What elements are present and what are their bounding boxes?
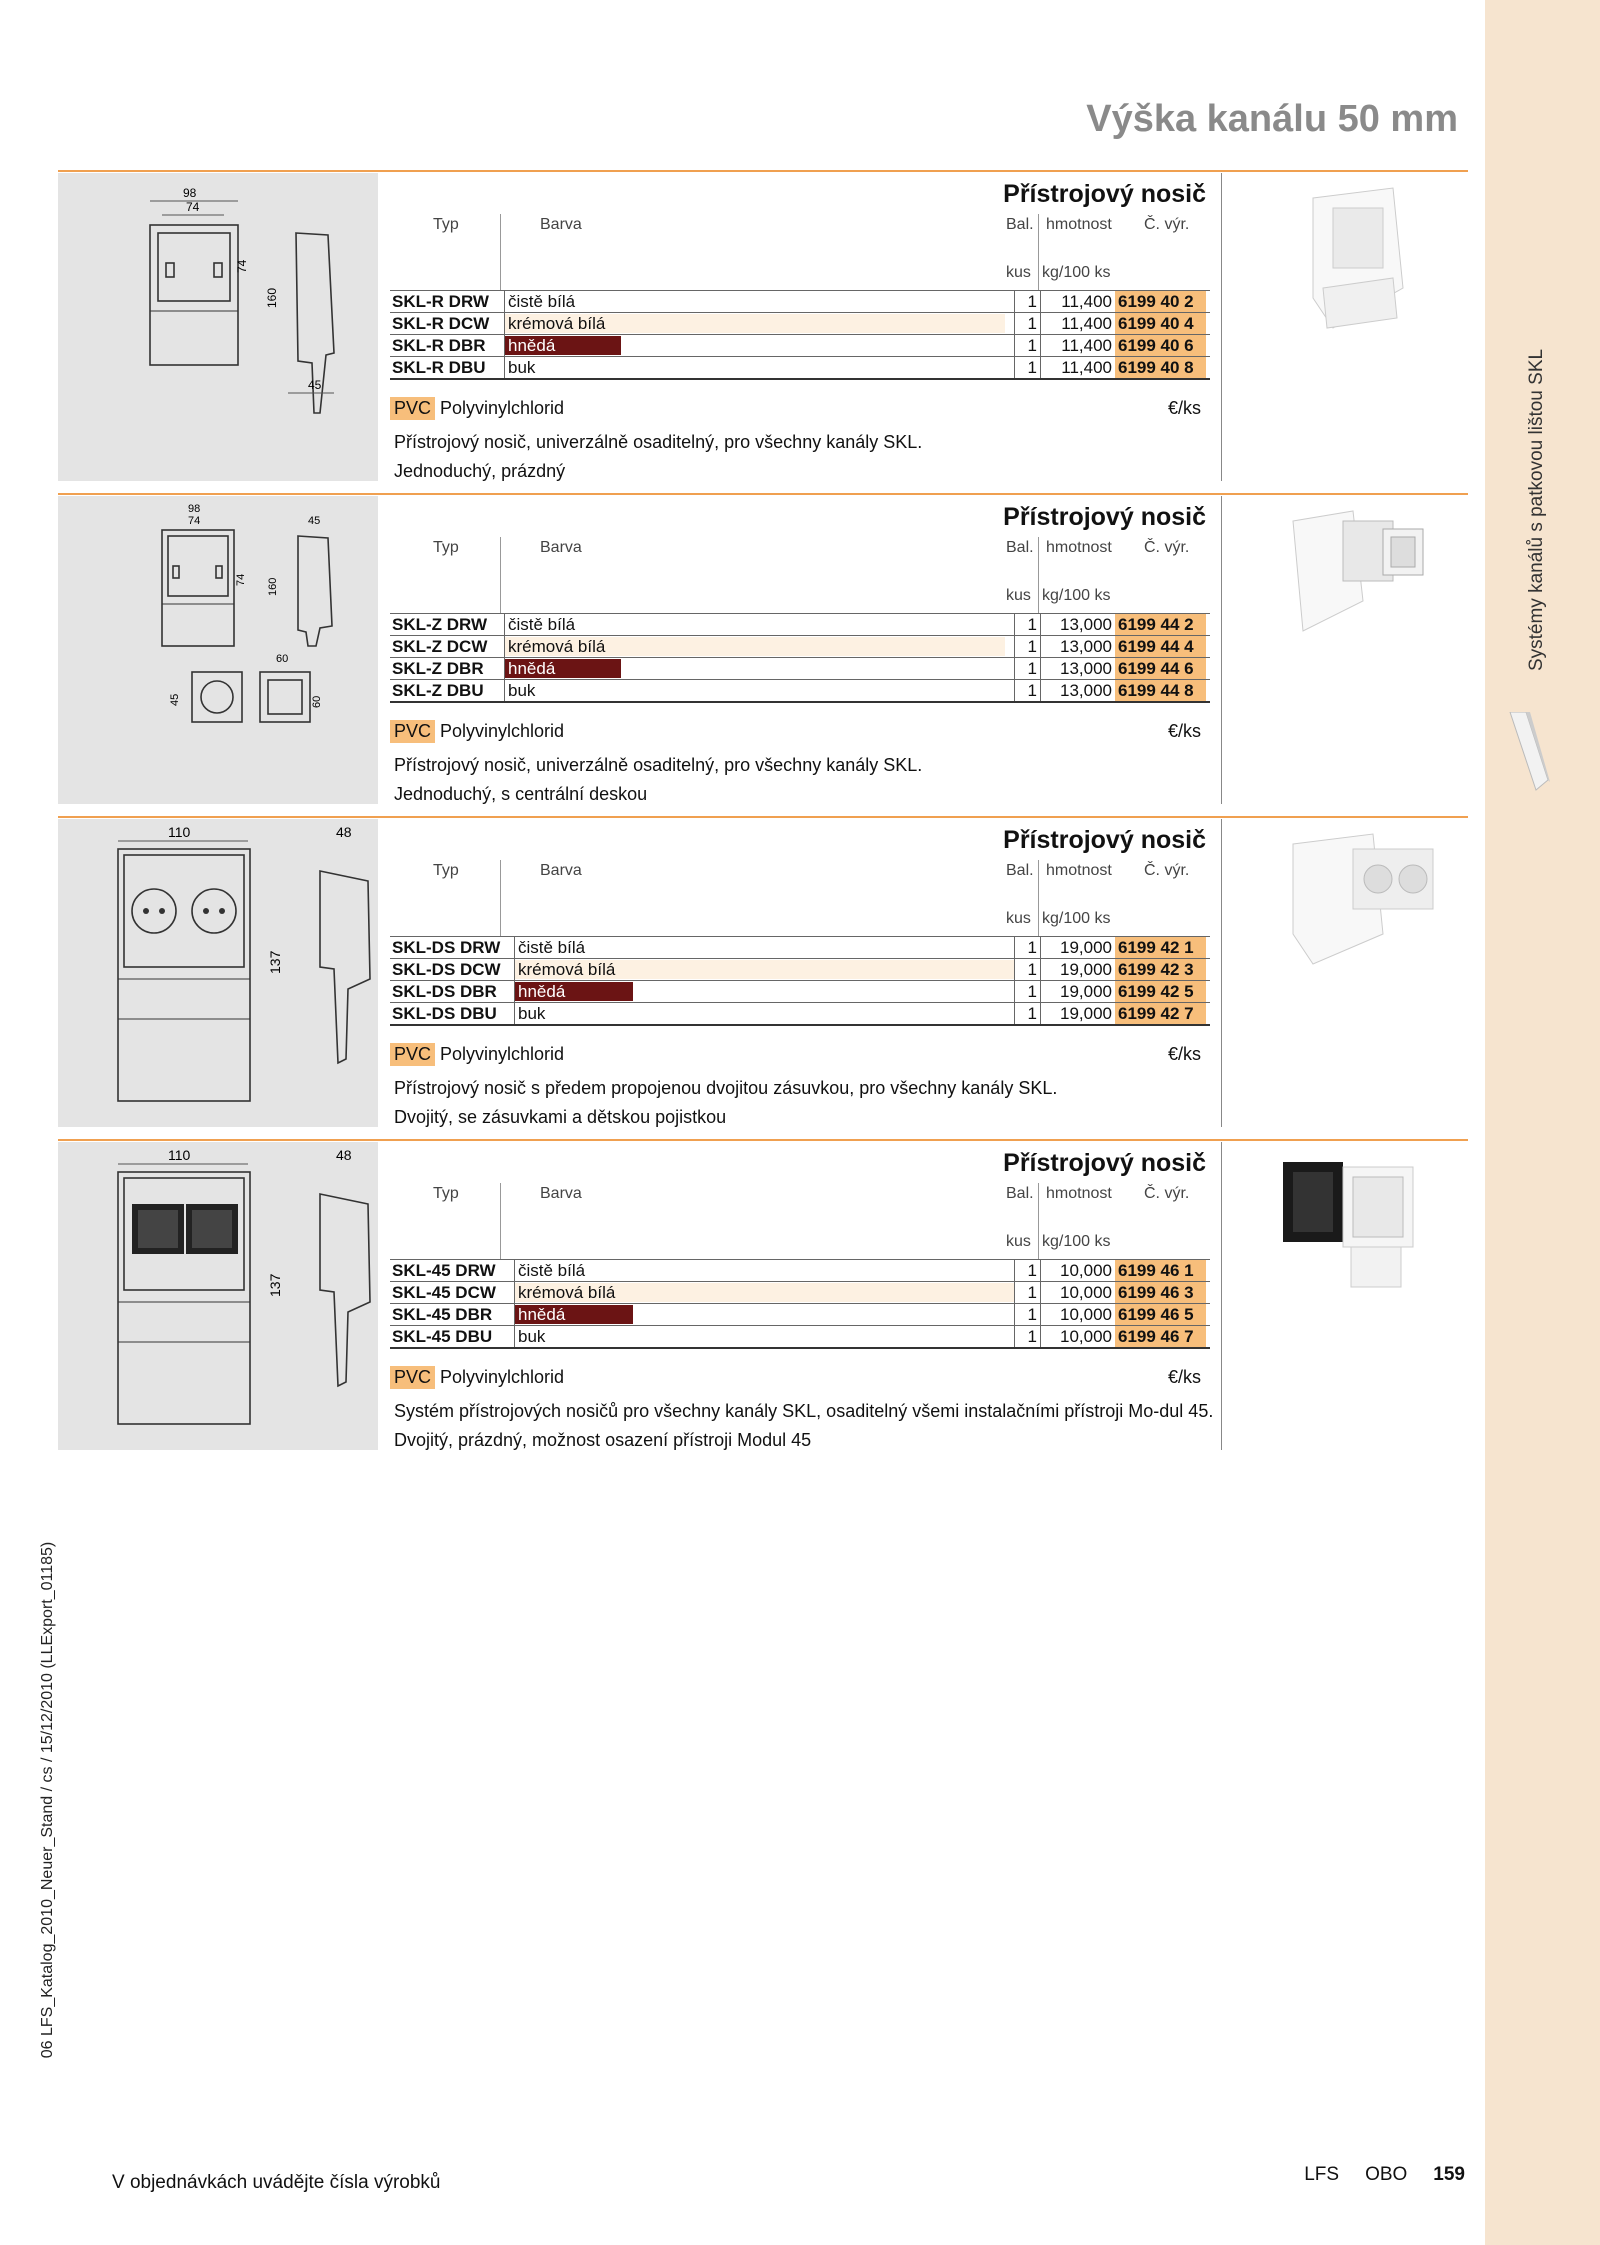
col-barva: Barva: [540, 1185, 582, 1202]
col-hmotnost: hmotnost: [1046, 216, 1112, 233]
dim-label: 110: [168, 824, 191, 840]
table-row: [390, 334, 1210, 356]
type-cell: SKL-45 DCW: [392, 1283, 496, 1302]
color-cell: hnědá: [518, 982, 566, 1001]
color-cell: čistě bílá: [508, 292, 576, 311]
color-cell: čistě bílá: [518, 1261, 586, 1280]
color-cell: krémová bílá: [508, 637, 606, 656]
weight-cell: 10,000: [1060, 1261, 1112, 1280]
article-number: 6199 44 6: [1115, 658, 1206, 679]
dim-label: 74: [235, 259, 249, 273]
dim-label: 98: [183, 186, 197, 200]
color-cell: hnědá: [508, 659, 556, 678]
weight-cell: 19,000: [1060, 982, 1112, 1001]
section-heading: Přístrojový nosič: [1003, 180, 1206, 208]
column-divider: [1221, 1142, 1222, 1450]
table-row: [390, 936, 1210, 958]
table-row: [390, 635, 1210, 657]
material-code: PVC: [390, 1043, 435, 1066]
article-number: 6199 40 8: [1115, 357, 1206, 378]
col-kg: kg/100 ks: [1042, 264, 1111, 281]
color-cell: krémová bílá: [508, 314, 606, 333]
description: [394, 1078, 1214, 1136]
description-line: Dvojitý, prázdný, možnost osazení přístroji Modul 45: [394, 1430, 812, 1450]
type-cell: SKL-Z DBR: [392, 659, 484, 678]
type-cell: SKL-45 DBR: [392, 1305, 493, 1324]
article-number: 6199 42 3: [1115, 959, 1206, 980]
article-number: 6199 46 7: [1115, 1326, 1206, 1347]
column-divider: [1221, 496, 1222, 804]
column-divider: [1221, 819, 1222, 1127]
section-heading: Přístrojový nosič: [1003, 826, 1206, 854]
col-typ: Typ: [433, 216, 459, 233]
table-row: [390, 958, 1210, 980]
weight-cell: 13,000: [1060, 637, 1112, 656]
article-number: 6199 42 7: [1115, 1003, 1206, 1024]
dim-label: 48: [336, 824, 352, 840]
weight-cell: 10,000: [1060, 1305, 1112, 1324]
description: [394, 1401, 1214, 1459]
article-number: 6199 46 1: [1115, 1260, 1206, 1281]
type-cell: SKL-45 DRW: [392, 1261, 496, 1280]
pack-cell: 1: [1027, 336, 1037, 355]
description-line: Jednoduchý, s centrální deskou: [394, 784, 648, 804]
col-kg: kg/100 ks: [1042, 1233, 1111, 1250]
col-kus: kus: [1006, 264, 1031, 281]
article-number: 6199 44 8: [1115, 680, 1206, 701]
article-number: 6199 46 3: [1115, 1282, 1206, 1303]
dim-label: 45: [169, 693, 181, 706]
article-number: 6199 40 4: [1115, 313, 1206, 334]
type-cell: SKL-DS DBR: [392, 982, 497, 1001]
weight-cell: 13,000: [1060, 681, 1112, 700]
product-table: [390, 290, 1210, 380]
material-code: PVC: [390, 1366, 435, 1389]
pack-cell: 1: [1027, 292, 1037, 311]
col-barva: Barva: [540, 216, 582, 233]
product-table: [390, 936, 1210, 1026]
table-row: [390, 1259, 1210, 1281]
col-cvyr: Č. výr.: [1144, 539, 1190, 556]
footer-brand-obo: OBO: [1365, 2164, 1408, 2185]
pack-cell: 1: [1027, 615, 1037, 634]
section-heading: Přístrojový nosič: [1003, 503, 1206, 531]
type-cell: SKL-R DBR: [392, 336, 486, 355]
pack-cell: 1: [1027, 960, 1037, 979]
table-row: [390, 613, 1210, 635]
description-line: Dvojitý, se zásuvkami a dětskou pojistkou: [394, 1107, 727, 1127]
table-row: [390, 1281, 1210, 1303]
color-swatch: [505, 615, 1005, 634]
type-cell: SKL-Z DCW: [392, 637, 488, 656]
product-photo: [1273, 501, 1448, 661]
product-photo: [1273, 824, 1448, 984]
color-cell: hnědá: [518, 1305, 566, 1324]
weight-cell: 19,000: [1060, 960, 1112, 979]
footer-brand-lfs: LFS: [1304, 2164, 1340, 2185]
dim-label: 160: [267, 577, 279, 596]
type-cell: SKL-DS DBU: [392, 1004, 497, 1023]
color-cell: čistě bílá: [518, 938, 586, 957]
table-row: [390, 1303, 1210, 1325]
pack-cell: 1: [1027, 1261, 1037, 1280]
pack-cell: 1: [1027, 314, 1037, 333]
type-cell: SKL-DS DCW: [392, 960, 501, 979]
description-line: Přístrojový nosič s předem propojenou dvojitou zásuvkou, pro všechny kanály SKL.: [394, 1078, 1058, 1098]
dim-label: 60: [276, 653, 289, 665]
dim-label: 98: [188, 503, 201, 515]
product-section: [58, 493, 1468, 813]
type-cell: SKL-R DBU: [392, 358, 486, 377]
pack-cell: 1: [1027, 681, 1037, 700]
dim-label: 160: [265, 287, 279, 308]
dim-label: 45: [308, 515, 321, 527]
side-label: Systémy kanálů s patkovou lištou SKL: [1526, 348, 1547, 672]
dim-label: 48: [336, 1147, 352, 1163]
column-divider: [1221, 173, 1222, 481]
section-divider: [58, 493, 1468, 495]
color-cell: buk: [508, 681, 536, 700]
type-cell: SKL-45 DBU: [392, 1327, 493, 1346]
type-cell: SKL-R DCW: [392, 314, 490, 333]
export-label: 06 LFS_Katalog_2010_Neuer_Stand / cs / 15/12/2010 (LLExport_01185): [39, 1541, 56, 2059]
col-hmotnost: hmotnost: [1046, 539, 1112, 556]
type-cell: SKL-DS DRW: [392, 938, 501, 957]
article-number: 6199 40 6: [1115, 335, 1206, 356]
color-cell: hnědá: [508, 336, 556, 355]
table-row: [390, 657, 1210, 679]
dim-label: 137: [267, 950, 283, 974]
price-unit: €/ks: [1168, 1044, 1202, 1064]
pack-cell: 1: [1027, 1283, 1037, 1302]
right-sidebar: [1485, 0, 1600, 2245]
weight-cell: 19,000: [1060, 1004, 1112, 1023]
col-kg: kg/100 ks: [1042, 587, 1111, 604]
pack-cell: 1: [1027, 659, 1037, 678]
weight-cell: 11,400: [1061, 292, 1112, 311]
color-cell: buk: [518, 1004, 546, 1023]
material-name: Polyvinylchlorid: [440, 398, 565, 418]
product-section: [58, 170, 1468, 490]
material-code: PVC: [390, 397, 435, 420]
type-cell: SKL-R DRW: [392, 292, 489, 311]
section-divider: [58, 170, 1468, 172]
section-divider: [58, 816, 1468, 818]
color-swatch: [515, 1261, 1015, 1280]
article-number: 6199 46 5: [1115, 1304, 1206, 1325]
col-bal: Bal.: [1006, 216, 1034, 233]
table-row: [390, 679, 1210, 703]
col-kus: kus: [1006, 910, 1031, 927]
weight-cell: 11,400: [1061, 358, 1112, 377]
price-unit: €/ks: [1168, 1367, 1202, 1387]
weight-cell: 10,000: [1060, 1283, 1112, 1302]
col-cvyr: Č. výr.: [1144, 862, 1190, 879]
weight-cell: 19,000: [1060, 938, 1112, 957]
product-table: [390, 1259, 1210, 1349]
rail-thumbnail: [1508, 712, 1550, 792]
price-unit: €/ks: [1168, 398, 1202, 418]
article-number: 6199 42 5: [1115, 981, 1206, 1002]
pack-cell: 1: [1027, 637, 1037, 656]
dim-label: 60: [311, 695, 323, 708]
dim-label: 74: [186, 200, 200, 214]
material-code: PVC: [390, 720, 435, 743]
technical-drawing: [58, 496, 378, 804]
table-row: [390, 356, 1210, 380]
color-cell: buk: [508, 358, 536, 377]
pack-cell: 1: [1027, 358, 1037, 377]
description-line: Jednoduchý, prázdný: [394, 461, 566, 481]
pack-cell: 1: [1027, 1327, 1037, 1346]
section-heading: Přístrojový nosič: [1003, 1149, 1206, 1177]
material-name: Polyvinylchlorid: [440, 1044, 565, 1064]
table-row: [390, 312, 1210, 334]
color-swatch: [505, 292, 1005, 311]
product-section: [58, 1139, 1468, 1459]
dim-label: 45: [308, 378, 322, 392]
weight-cell: 10,000: [1060, 1327, 1112, 1346]
description: [394, 755, 1214, 813]
type-cell: SKL-Z DBU: [392, 681, 484, 700]
col-barva: Barva: [540, 862, 582, 879]
price-unit: €/ks: [1168, 721, 1202, 741]
product-section: [58, 816, 1468, 1136]
col-kus: kus: [1006, 587, 1031, 604]
col-kus: kus: [1006, 1233, 1031, 1250]
dim-label: 74: [188, 515, 201, 527]
description-line: Systém přístrojových nosičů pro všechny kanály SKL, osaditelný všemi instalačními přístroji Mo-dul 45.: [394, 1401, 1214, 1421]
page-title: Výška kanálu 50 mm: [1086, 98, 1458, 140]
product-table: [390, 613, 1210, 703]
page-number: 159: [1433, 2164, 1465, 2185]
dim-label: 74: [235, 573, 247, 586]
col-typ: Typ: [433, 862, 459, 879]
technical-drawing: [58, 1142, 378, 1450]
color-swatch: [515, 938, 1015, 957]
article-number: 6199 44 4: [1115, 636, 1206, 657]
weight-cell: 11,400: [1061, 314, 1112, 333]
weight-cell: 11,400: [1061, 336, 1112, 355]
technical-drawing: [58, 173, 378, 481]
table-row: [390, 1325, 1210, 1349]
description: [394, 432, 1214, 490]
material-name: Polyvinylchlorid: [440, 721, 565, 741]
color-cell: čistě bílá: [508, 615, 576, 634]
technical-drawing: [58, 819, 378, 1127]
footer-brand: [1304, 2164, 1465, 2186]
col-bal: Bal.: [1006, 862, 1034, 879]
table-row: [390, 1002, 1210, 1026]
color-cell: krémová bílá: [518, 1283, 616, 1302]
pack-cell: 1: [1027, 1305, 1037, 1324]
table-row: [390, 290, 1210, 312]
color-cell: buk: [518, 1327, 546, 1346]
section-divider: [58, 1139, 1468, 1141]
description-line: Přístrojový nosič, univerzálně osaditelný, pro všechny kanály SKL.: [394, 432, 923, 452]
material-name: Polyvinylchlorid: [440, 1367, 565, 1387]
col-kg: kg/100 ks: [1042, 910, 1111, 927]
product-photo: [1273, 1147, 1448, 1307]
color-cell: krémová bílá: [518, 960, 616, 979]
col-cvyr: Č. výr.: [1144, 216, 1190, 233]
col-typ: Typ: [433, 1185, 459, 1202]
product-photo: [1273, 178, 1448, 338]
col-bal: Bal.: [1006, 1185, 1034, 1202]
col-bal: Bal.: [1006, 539, 1034, 556]
article-number: 6199 42 1: [1115, 937, 1206, 958]
dim-label: 110: [168, 1147, 191, 1163]
table-row: [390, 980, 1210, 1002]
col-hmotnost: hmotnost: [1046, 1185, 1112, 1202]
footer-note: V objednávkách uvádějte čísla výrobků: [112, 2172, 441, 2193]
weight-cell: 13,000: [1060, 659, 1112, 678]
article-number: 6199 44 2: [1115, 614, 1206, 635]
col-cvyr: Č. výr.: [1144, 1185, 1190, 1202]
pack-cell: 1: [1027, 1004, 1037, 1023]
pack-cell: 1: [1027, 938, 1037, 957]
dim-label: 137: [267, 1273, 283, 1297]
description-line: Přístrojový nosič, univerzálně osaditelný, pro všechny kanály SKL.: [394, 755, 923, 775]
article-number: 6199 40 2: [1115, 291, 1206, 312]
weight-cell: 13,000: [1060, 615, 1112, 634]
col-barva: Barva: [540, 539, 582, 556]
col-typ: Typ: [433, 539, 459, 556]
col-hmotnost: hmotnost: [1046, 862, 1112, 879]
type-cell: SKL-Z DRW: [392, 615, 488, 634]
pack-cell: 1: [1027, 982, 1037, 1001]
